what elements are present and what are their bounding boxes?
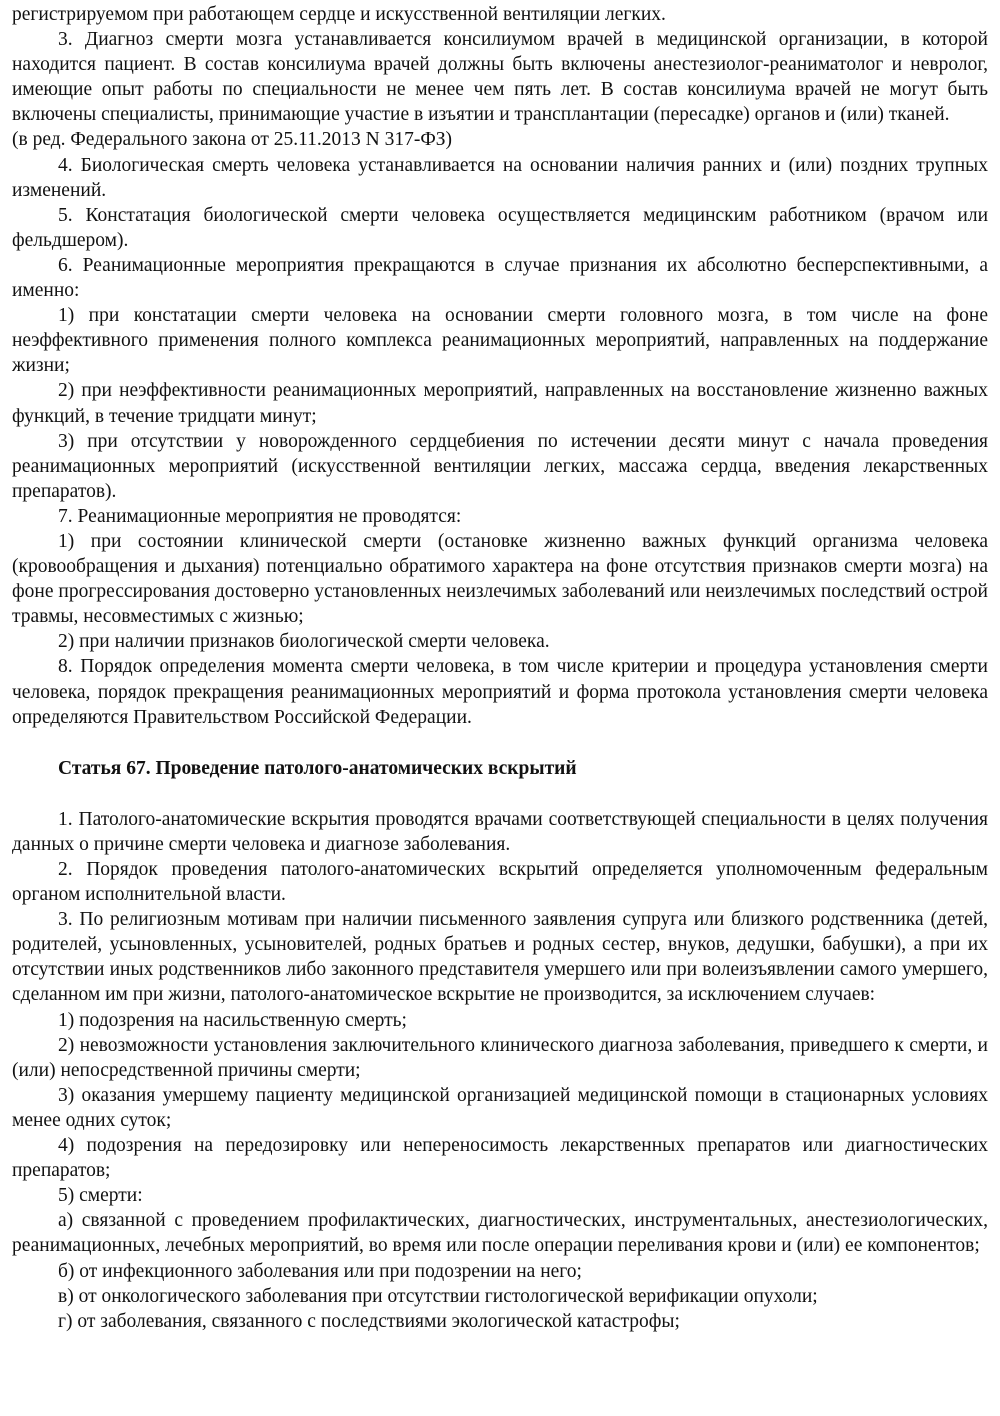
- list-item: 5) смерти:: [58, 1185, 143, 1207]
- paragraph: 3. Диагноз смерти мозга устанавливается консилиумом врачей в медицинской организации, в которой находится пациент. В состав консилиума врачей должны быть включены анестезиолог-реаниматолог и невролог, имеющие опыт работы по специальности не менее чем пять лет. В состав консилиума врачей не могут быть включены специалисты, принимающие участие в изъятии и трансплантации (пересадке) органов и (или) тканей.: [12, 29, 988, 126]
- paragraph: 8. Порядок определения момента смерти человека, в том числе критерии и процедура установления смерти человека, порядок прекращения реанимационных мероприятий и форма протокола установления смерти человека определяются Правительством Российской Федерации.: [12, 656, 988, 728]
- list-item: 3) при отсутствии у новорожденного сердцебиения по истечении десяти минут с начала проведения реанимационных мероприятий (искусственной вентиляции легких, массажа сердца, введения лекарственных препаратов).: [12, 430, 988, 502]
- list-item: 2) при наличии признаков биологической смерти человека.: [58, 631, 550, 653]
- list-item: 3) оказания умершему пациенту медицинской организацией медицинской помощи в стационарных условиях менее одних суток;: [12, 1084, 988, 1131]
- section-before-article: [12, 2, 988, 730]
- list-item: 2) при неэффективности реанимационных мероприятий, направленных на восстановление жизненно важных функций, в течение тридцати минут;: [12, 380, 988, 427]
- list-item: 4) подозрения на передозировку или непереносимость лекарственных препаратов или диагностических препаратов;: [12, 1135, 988, 1182]
- amendment-note: (в ред. Федерального закона от 25.11.2013 N 317-ФЗ): [12, 129, 453, 151]
- paragraph: 5. Констатация биологической смерти человека осуществляется медицинским работником (врачом или фельдшером).: [12, 204, 988, 251]
- list-item: 1) при констатации смерти человека на основании смерти головного мозга, в том числе на фоне неэффективного применения полного комплекса реанимационных мероприятий, направленных на поддержание жизни;: [12, 305, 988, 377]
- document-page: [12, 2, 988, 1334]
- paragraph: 2. Порядок проведения патолого-анатомических вскрытий определяется уполномоченным федеральным органом исполнительной власти.: [12, 859, 988, 906]
- article-heading: Статья 67. Проведение патолого-анатомических вскрытий: [58, 757, 577, 779]
- sub-list-item: г) от заболевания, связанного с последствиями экологической катастрофы;: [58, 1310, 680, 1332]
- paragraph: 7. Реанимационные мероприятия не проводятся:: [58, 505, 462, 527]
- sub-list-item: б) от инфекционного заболевания или при подозрении на него;: [58, 1260, 582, 1282]
- list-item: 1) подозрения на насильственную смерть;: [58, 1009, 407, 1031]
- paragraph: 6. Реанимационные мероприятия прекращаются в случае признания их абсолютно бесперспективными, а именно:: [12, 254, 988, 302]
- paragraph: 1. Патолого-анатомические вскрытия проводятся врачами соответствующей специальности в целях получения данных о причине смерти человека и диагнозе заболевания.: [12, 808, 988, 855]
- section-article-67: [12, 807, 988, 1334]
- list-item: 2) невозможности установления заключительного клинического диагноза заболевания, приведшего к смерти, и (или) непосредственной причины смерти;: [12, 1034, 988, 1081]
- sub-list-item: в) от онкологического заболевания при отсутствии гистологической верификации опухоли;: [58, 1285, 818, 1307]
- list-item: 1) при состоянии клинической смерти (остановке жизненно важных функций организма человека (кровообращения и дыхания) потенциально обратимого характера на фоне отсутствия признаков смерти мозга) на фоне прогрессирования достоверно установленных неизлечимых заболеваний или неизлечимых последствий острой травмы, несовместимых с жизнью;: [12, 530, 988, 628]
- paragraph: 4. Биологическая смерть человека устанавливается на основании наличия ранних и (или) поздних трупных изменений.: [12, 154, 988, 201]
- paragraph: 3. По религиозным мотивам при наличии письменного заявления супруга или близкого родственника (детей, родителей, усыновленных, усыновителей, родных братьев и родных сестер, внуков, дедушки, бабушки), а при их отсутствии иных родственников либо законного представителя умершего или при волеизъявлении самого умершего, сделанном им при жизни, патолого-анатомическое вскрытие не производится, за исключением случаев:: [12, 909, 988, 1006]
- sub-list-item: а) связанной с проведением профилактических, диагностических, инструментальных, анестезиологических, реанимационных, лечебных мероприятий, во время или после операции переливания крови и (или) ее компонентов;: [12, 1210, 988, 1257]
- paragraph: регистрируемом при работающем сердце и искусственной вентиляции легких.: [12, 4, 666, 25]
